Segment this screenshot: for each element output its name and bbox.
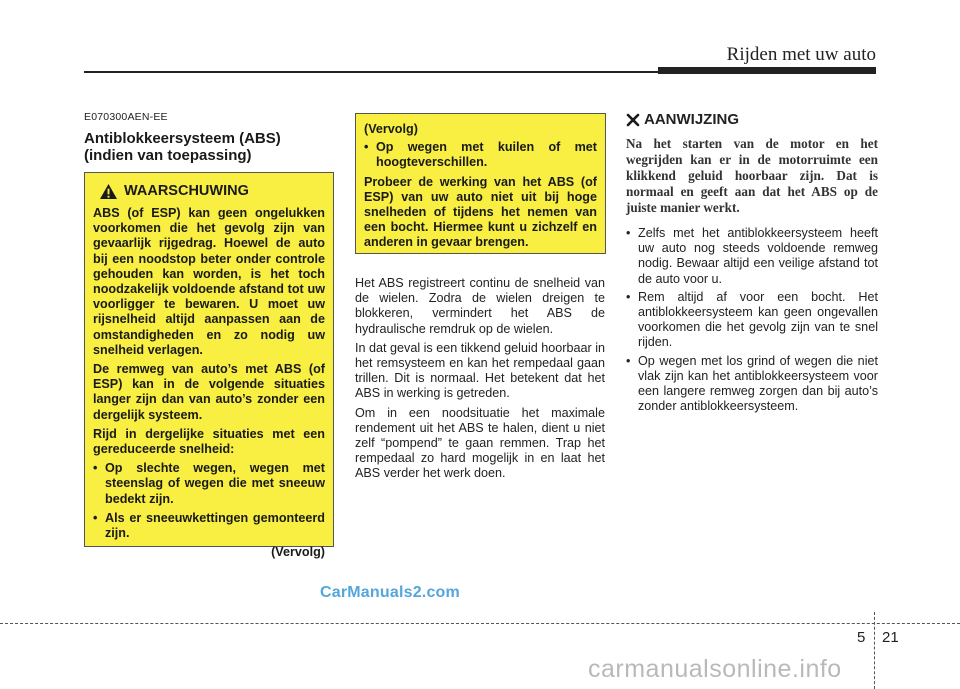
body-paragraph: Het ABS registreert continu de snelheid van de wielen. Zodra de wielen dreigen te blokkeren, vermindert het ABS de hydraulische remdruk op de wielen. (355, 276, 605, 336)
continued-paragraph: Probeer de werking van het ABS (of ESP) van uw auto niet uit bij hoge snelheden of tijdens het nemen van een bocht. Hiermee kunt u zichzelf en anderen in gevaar brengen. (364, 174, 597, 250)
bullet-dot: • (626, 226, 631, 240)
warning-triangle-icon (99, 183, 118, 200)
note-bullet (626, 226, 878, 287)
continued-heading: (Vervolg) (364, 122, 418, 136)
note-bullet (626, 354, 878, 415)
continued-warning-box (355, 113, 606, 254)
body-paragraph: In dat geval is een tikkend geluid hoorbaar in het remsysteem en kan het rempedaal gaan trillen. Dit is normaal. Het betekent dat het ABS in werking is getreden. (355, 340, 605, 401)
footer-rule (0, 623, 960, 624)
note-heading (626, 111, 878, 128)
continued-bullet-text: Op wegen met kuilen of met hoogteverschillen. (376, 140, 597, 170)
watermark-link[interactable]: CarManuals2.com (320, 584, 460, 601)
bullet-dot: • (93, 510, 98, 525)
warning-paragraph: Rijd in dergelijke situaties met een gereduceerde snelheid: (93, 426, 325, 457)
note-bullet-text: Zelfs met het antiblokkeersysteem heeft uw auto nog steeds voldoende remweg nodig. Bewaar altijd een veilige afstand tot de auto voor u. (638, 226, 878, 286)
chapter-number: 5 (857, 629, 866, 646)
warning-heading (93, 183, 325, 200)
warning-bullet-text: Als er sneeuwkettingen gemonteerd zijn. (105, 510, 325, 541)
section-code: E070300AEN-EE (84, 111, 168, 123)
note-bullet-text: Rem altijd af voor een bocht. Het antiblokkeersysteem kan geen ongevallen voorkomen die het gevolg zijn van te snel rijden. (638, 289, 878, 350)
site-watermark: carmanualsonline.info (588, 655, 842, 683)
warning-continued: (Vervolg) (271, 545, 325, 560)
warning-heading-text: WAARSCHUWING (124, 182, 249, 199)
note-heading-text: AANWIJZING (644, 111, 739, 128)
body-text (355, 276, 605, 486)
section-title (84, 130, 334, 164)
continued-bullet (364, 140, 597, 170)
footer-divider (874, 612, 876, 689)
body-paragraph: Om in een noodsituatie het maximale rendement uit het ABS te halen, dient u niet zelf “pompend” te gaan remmen. Trap het rempedaal zo hard mogelijk in en laat het ABS verder het werk doen. (355, 405, 605, 481)
warning-paragraph: ABS (of ESP) kan geen ongelukken voorkomen die het gevolg zijn van gevaarlijk rijgedrag. Hoewel de auto bij een noodstop beter onder controle gehouden kan worden, is het toch noodzakelijk voldoende afstand tot uw voorligger te bewaren. U moet uw rijsnelheid altijd aanpassen aan de omstandigheden en zo nodig uw snelheid verlagen. (93, 206, 325, 357)
bullet-dot: • (626, 289, 631, 304)
section-title-line1: Antiblokkeersysteem (ABS) (84, 130, 281, 147)
note-bullet (626, 290, 878, 351)
bullet-dot: • (364, 140, 369, 155)
note-section (626, 111, 878, 417)
warning-paragraph: De remweg van auto’s met ABS (of ESP) kan in de volgende situaties langer zijn dan van auto’s zonder een dergelijk systeem. (93, 362, 325, 422)
note-bullet-text: Op wegen met los grind of wegen die niet vlak zijn kan het antiblokkeersysteem voor een langere remweg zorgen dan bij auto’s zonder antiblokkeersysteem. (638, 353, 878, 414)
section-title-line2: (indien van toepassing) (84, 147, 252, 164)
note-emphasis: Na het starten van de motor en het wegrijden kan er in de motorruimte een klikkend geluid hoorbaar zijn. Dat is normaal en geeft aan dat het ABS op de juiste manier werkt. (626, 136, 878, 215)
bullet-dot: • (93, 461, 98, 476)
warning-box (84, 172, 334, 560)
header-rule-accent (658, 67, 876, 74)
bullet-dot: • (626, 353, 631, 368)
asterisk-icon (626, 113, 640, 127)
warning-bullet (93, 511, 325, 541)
section-heading (84, 111, 334, 164)
warning-bullet-text: Op slechte wegen, wegen met steenslag of wegen die met sneeuw bedekt zijn. (105, 461, 325, 506)
running-header: Rijden met uw auto (726, 44, 876, 65)
warning-bullet (93, 461, 325, 507)
page-number: 21 (882, 629, 899, 646)
